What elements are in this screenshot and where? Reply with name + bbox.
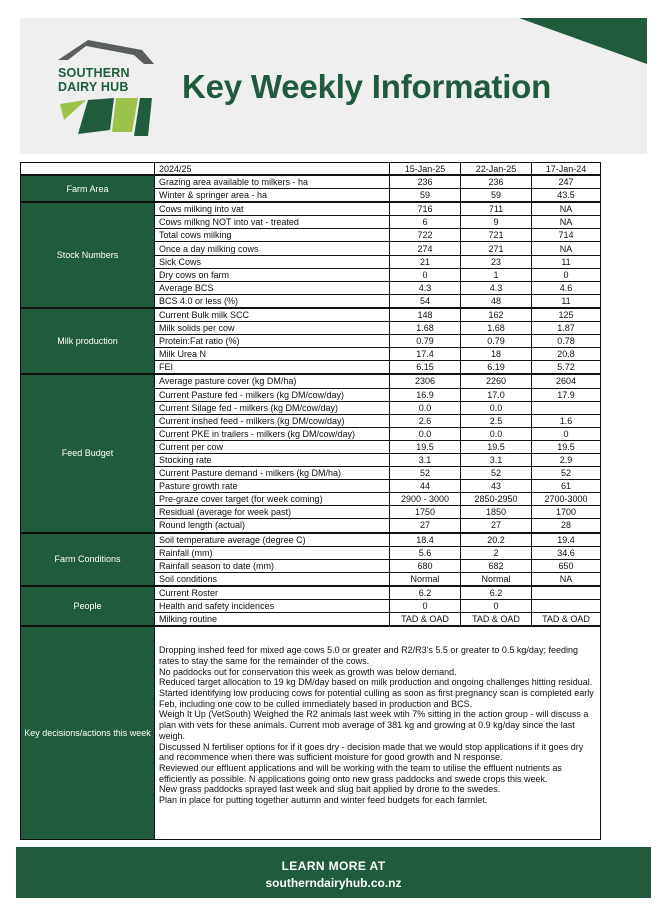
value-cell-2: 1.68 <box>461 322 532 335</box>
table-header-row <box>21 163 601 176</box>
value-cell-1: 54 <box>390 294 461 308</box>
value-cell-1: 27 <box>390 519 461 533</box>
row-label: Soil conditions <box>155 572 390 586</box>
value-cell-2: 52 <box>461 467 532 480</box>
category-cell: Stock Numbers <box>21 202 155 308</box>
row-label: Average BCS <box>155 281 390 294</box>
logo-line-1: SOUTHERN <box>58 66 130 80</box>
value-cell-3: NA <box>532 202 601 216</box>
footer-cta: LEARN MORE AT <box>281 859 386 873</box>
value-cell-1: 59 <box>390 189 461 203</box>
value-cell-1: 52 <box>390 467 461 480</box>
value-cell-2: 17.0 <box>461 388 532 401</box>
decision-line: Started identifying low producing cows for potential culling as soon as first pregnancy scan is completed early Feb, including one cow to be culled immediately based in production and BCS. <box>159 688 594 709</box>
value-cell-2: 4.3 <box>461 281 532 294</box>
row-label: Current inshed feed - milkers (kg DM/cow/day) <box>155 414 390 427</box>
value-cell-2: Normal <box>461 572 532 586</box>
value-cell-1: TAD & OAD <box>390 613 461 627</box>
value-cell-1: 716 <box>390 202 461 216</box>
value-cell-2: TAD & OAD <box>461 613 532 627</box>
value-cell-3: 5.72 <box>532 361 601 375</box>
value-cell-2: 271 <box>461 242 532 255</box>
value-cell-1: 1.68 <box>390 322 461 335</box>
row-label: Cows milking into vat <box>155 202 390 216</box>
value-cell-1: 2900 - 3000 <box>390 493 461 506</box>
row-label: Current Roster <box>155 586 390 600</box>
value-cell-3: 1.6 <box>532 414 601 427</box>
value-cell-2: 2850-2950 <box>461 493 532 506</box>
value-cell-3: 11 <box>532 294 601 308</box>
value-cell-1: 16.9 <box>390 388 461 401</box>
table-row <box>21 202 601 216</box>
key-info-table <box>20 162 601 840</box>
value-cell-2: 2260 <box>461 374 532 388</box>
value-cell-1: 148 <box>390 308 461 322</box>
value-cell-3: 19.4 <box>532 533 601 547</box>
value-cell-1: 2.6 <box>390 414 461 427</box>
footer-banner <box>16 847 651 898</box>
value-cell-1: Normal <box>390 572 461 586</box>
value-cell-3: 0.78 <box>532 335 601 348</box>
value-cell-1: 3.1 <box>390 453 461 466</box>
value-cell-1: 18.4 <box>390 533 461 547</box>
value-cell-2: 236 <box>461 175 532 189</box>
value-cell-3 <box>532 401 601 414</box>
value-cell-1: 680 <box>390 559 461 572</box>
value-cell-3: 247 <box>532 175 601 189</box>
table-row <box>21 308 601 322</box>
value-cell-3: 650 <box>532 559 601 572</box>
row-label: Cows milkng NOT into vat - treated <box>155 216 390 229</box>
value-cell-2: 43 <box>461 480 532 493</box>
header-date-3: 17-Jan-24 <box>532 163 601 176</box>
value-cell-1: 722 <box>390 229 461 242</box>
value-cell-2: 6.2 <box>461 586 532 600</box>
header-banner <box>20 18 647 154</box>
row-label: Pasture growth rate <box>155 480 390 493</box>
logo-wordmark <box>58 66 130 94</box>
key-info-table-body <box>21 163 601 840</box>
row-label: Once a day milking cows <box>155 242 390 255</box>
value-cell-2: 27 <box>461 519 532 533</box>
decision-line: Weigh It Up (VetSouth) Weighed the R2 animals last week wtih 7% sitting in the action group - will discuss a plan with vets for these animals. Current mob average of 381 kg and growing at 0.9 kg/day since the last weigh. <box>159 709 589 741</box>
corner-accent <box>519 18 647 64</box>
value-cell-1: 6.15 <box>390 361 461 375</box>
table-row <box>21 374 601 388</box>
row-label: Current PKE in trailers - milkers (kg DM/cow/day) <box>155 427 390 440</box>
category-cell: Feed Budget <box>21 374 155 532</box>
value-cell-1: 4.3 <box>390 281 461 294</box>
value-cell-3: 1700 <box>532 506 601 519</box>
value-cell-2: 2 <box>461 546 532 559</box>
decision-line: Plan in place for putting together autumn and winter feed budgets for each farmlet. <box>159 795 488 806</box>
logo-line-2: DAIRY HUB <box>58 80 129 94</box>
value-cell-3: 11 <box>532 255 601 268</box>
value-cell-1: 1750 <box>390 506 461 519</box>
decision-line: Discussed N fertiliser options for if it goes dry - decision made that we would stop applications if it goes dry and recommence when there was sufficient moisture for good growth and N response. <box>159 741 584 763</box>
row-label: Total cows milking <box>155 229 390 242</box>
row-label: Milking routine <box>155 613 390 627</box>
value-cell-1: 0 <box>390 268 461 281</box>
header-season: 2024/25 <box>155 163 390 176</box>
value-cell-3: 61 <box>532 480 601 493</box>
row-label: FEI <box>155 361 390 375</box>
value-cell-2: 6.19 <box>461 361 532 375</box>
value-cell-2: 2.5 <box>461 414 532 427</box>
row-label: Protein:Fat ratio (%) <box>155 335 390 348</box>
value-cell-2: 48 <box>461 294 532 308</box>
row-label: Rainfall season to date (mm) <box>155 559 390 572</box>
value-cell-1: 0.0 <box>390 401 461 414</box>
value-cell-2: 19.5 <box>461 440 532 453</box>
header-date-1: 15-Jan-25 <box>390 163 461 176</box>
value-cell-1: 0 <box>390 600 461 613</box>
value-cell-2: 721 <box>461 229 532 242</box>
decisions-category-cell: Key decisions/actions this week <box>21 626 155 840</box>
decision-line: New grass paddocks sprayed last week and slug bait applied by drone to the swedes. <box>159 784 501 795</box>
value-cell-3: 4.6 <box>532 281 601 294</box>
decision-line: No paddocks out for conservation this week as growth was below demand. <box>159 666 457 677</box>
value-cell-2: 682 <box>461 559 532 572</box>
value-cell-3: 125 <box>532 308 601 322</box>
value-cell-2: 0.79 <box>461 335 532 348</box>
value-cell-3: 17.9 <box>532 388 601 401</box>
decision-line: Reduced target allocation to 19 kg DM/day based on milk production and ongoing challenges hitting residual. <box>159 677 593 688</box>
value-cell-2: 1850 <box>461 506 532 519</box>
table-row <box>21 586 601 600</box>
value-cell-3: 2700-3000 <box>532 493 601 506</box>
value-cell-3: 19.5 <box>532 440 601 453</box>
value-cell-3 <box>532 586 601 600</box>
row-label: Round length (actual) <box>155 519 390 533</box>
value-cell-2: 23 <box>461 255 532 268</box>
value-cell-3: NA <box>532 242 601 255</box>
value-cell-2: 0 <box>461 600 532 613</box>
value-cell-1: 6.2 <box>390 586 461 600</box>
value-cell-1: 236 <box>390 175 461 189</box>
row-label: Current Pasture fed - milkers (kg DM/cow/day) <box>155 388 390 401</box>
decision-line: Dropping inshed feed for mixed age cows 5.0 or greater and R2/R3's 5.5 or greater to 0.5 kg/day; feeding rates to stay the same for the remainder of the cows. <box>159 645 578 666</box>
value-cell-2: 3.1 <box>461 453 532 466</box>
value-cell-3: NA <box>532 216 601 229</box>
value-cell-1: 0.0 <box>390 427 461 440</box>
footer-website-link[interactable]: southerndairyhub.co.nz <box>265 876 402 890</box>
decisions-notes-cell <box>155 626 601 840</box>
value-cell-2: 59 <box>461 189 532 203</box>
row-label: BCS 4.0 or less (%) <box>155 294 390 308</box>
value-cell-1: 274 <box>390 242 461 255</box>
decision-line: Reviewed our effluent applications and will be working with the team to utilise the effluent nutrients as efficiently as possible. N applications going onto new grass paddocks and swede crops this week. <box>159 762 562 784</box>
value-cell-3: 34.6 <box>532 546 601 559</box>
value-cell-3: 43.5 <box>532 189 601 203</box>
value-cell-3: 0 <box>532 427 601 440</box>
row-label: Soil temperature average (degree C) <box>155 533 390 547</box>
page-title: Key Weekly Information <box>182 68 552 105</box>
table-row <box>21 175 601 189</box>
row-label: Current Pasture demand - milkers (kg DM/ha) <box>155 467 390 480</box>
value-cell-3: 2.9 <box>532 453 601 466</box>
value-cell-1: 6 <box>390 216 461 229</box>
value-cell-1: 2306 <box>390 374 461 388</box>
header-date-2: 22-Jan-25 <box>461 163 532 176</box>
value-cell-2: 162 <box>461 308 532 322</box>
category-cell: Farm Conditions <box>21 533 155 586</box>
category-cell: People <box>21 586 155 626</box>
category-cell: Farm Area <box>21 175 155 202</box>
value-cell-1: 5.6 <box>390 546 461 559</box>
row-label: Stocking rate <box>155 453 390 466</box>
value-cell-3: 52 <box>532 467 601 480</box>
value-cell-2: 20.2 <box>461 533 532 547</box>
value-cell-2: 0.0 <box>461 427 532 440</box>
value-cell-3: 28 <box>532 519 601 533</box>
value-cell-3 <box>532 600 601 613</box>
value-cell-3: 0 <box>532 268 601 281</box>
row-label: Milk solids per cow <box>155 322 390 335</box>
row-label: Current Bulk milk SCC <box>155 308 390 322</box>
value-cell-2: 18 <box>461 348 532 361</box>
value-cell-2: 0.0 <box>461 401 532 414</box>
row-label: Residual (average for week past) <box>155 506 390 519</box>
row-label: Rainfall (mm) <box>155 546 390 559</box>
value-cell-2: 1 <box>461 268 532 281</box>
row-label: Current Silage fed - milkers (kg DM/cow/day) <box>155 401 390 414</box>
value-cell-2: 9 <box>461 216 532 229</box>
row-label: Sick Cows <box>155 255 390 268</box>
value-cell-3: 2604 <box>532 374 601 388</box>
value-cell-1: 19.5 <box>390 440 461 453</box>
table-row <box>21 533 601 547</box>
row-label: Pre-graze cover target (for week coming) <box>155 493 390 506</box>
value-cell-3: NA <box>532 572 601 586</box>
row-label: Winter & springer area - ha <box>155 189 390 203</box>
decisions-row <box>21 626 601 840</box>
value-cell-1: 0.79 <box>390 335 461 348</box>
row-label: Health and safety incidences <box>155 600 390 613</box>
value-cell-1: 44 <box>390 480 461 493</box>
value-cell-1: 21 <box>390 255 461 268</box>
row-label: Current per cow <box>155 440 390 453</box>
row-label: Dry cows on farm <box>155 268 390 281</box>
row-label: Milk Urea N <box>155 348 390 361</box>
value-cell-3: 714 <box>532 229 601 242</box>
value-cell-3: 20.8 <box>532 348 601 361</box>
category-cell: Milk production <box>21 308 155 374</box>
value-cell-1: 17.4 <box>390 348 461 361</box>
header-blank-cell <box>21 163 155 176</box>
value-cell-3: 1.87 <box>532 322 601 335</box>
value-cell-3: TAD & OAD <box>532 613 601 627</box>
row-label: Grazing area available to milkers - ha <box>155 175 390 189</box>
value-cell-2: 711 <box>461 202 532 216</box>
row-label: Average pasture cover (kg DM/ha) <box>155 374 390 388</box>
